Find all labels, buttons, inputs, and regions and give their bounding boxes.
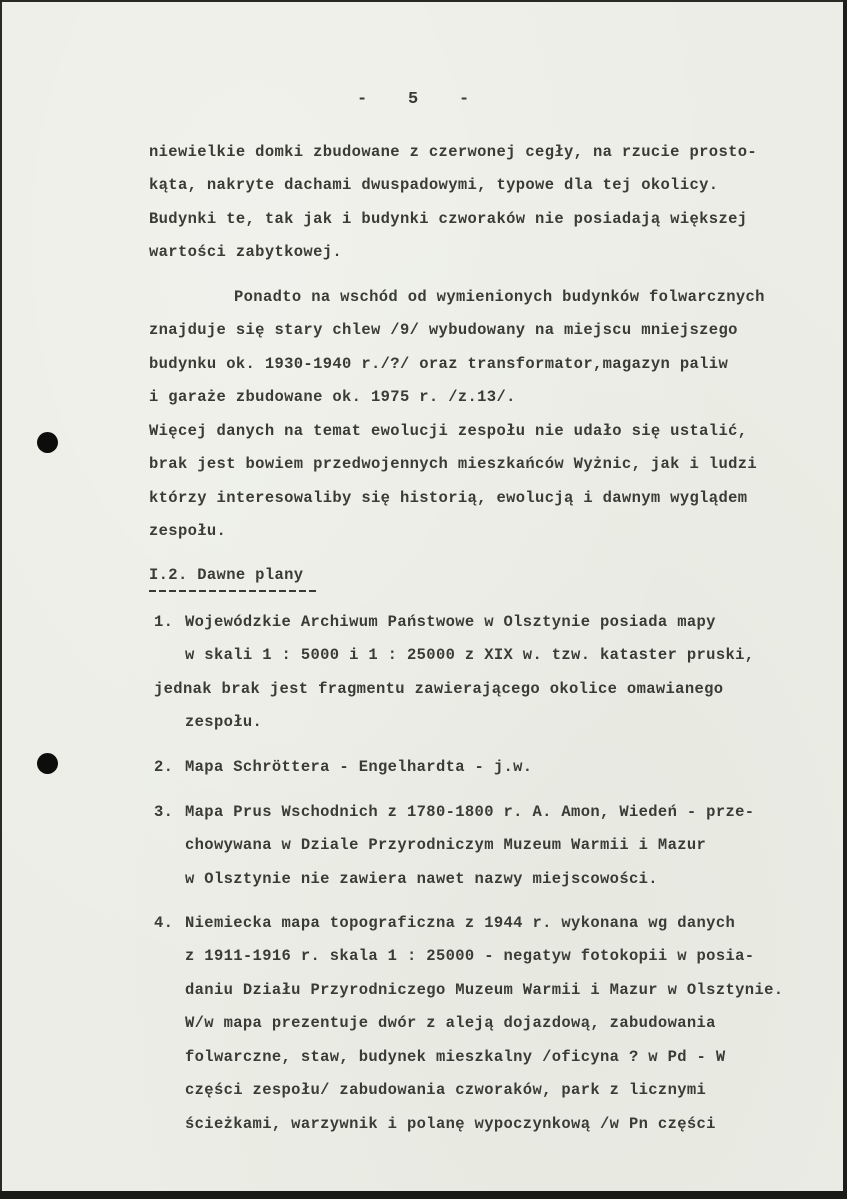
punch-hole-top: [37, 432, 58, 453]
list-number: 3.: [154, 803, 174, 821]
list-item-line: Mapa Prus Wschodnich z 1780-1800 r. A. Amon, Wiedeń - prze-: [185, 803, 755, 821]
list-item-line: zespołu.: [185, 713, 263, 731]
list-number: 2.: [154, 758, 174, 776]
list-item-line: w skali 1 : 5000 i 1 : 25000 z XIX w. tzw. kataster pruski,: [185, 646, 755, 664]
text-line: znajduje się stary chlew /9/ wybudowany na miejscu mniejszego: [149, 321, 738, 339]
list-item-line: Niemiecka mapa topograficzna z 1944 r. wykonana wg danych: [185, 914, 736, 932]
section-heading: I.2. Dawne plany: [149, 566, 304, 584]
text-line: brak jest bowiem przedwojennych mieszkańców Wyżnic, jak i ludzi: [149, 455, 758, 473]
text-line: Ponadto na wschód od wymienionych budynków folwarcznych: [234, 288, 765, 306]
list-item-line: Wojewódzkie Archiwum Państwowe w Olsztynie posiada mapy: [185, 613, 716, 631]
list-number: 1.: [154, 613, 174, 631]
scan-edge-left: [0, 0, 2, 1199]
document-page: [2, 2, 842, 1191]
text-line: Więcej danych na temat ewolucji zespołu nie udało się ustalić,: [149, 422, 748, 440]
page-number: - 5 -: [357, 90, 470, 109]
text-line: którzy interesowaliby się historią, ewolucją i dawnym wyglądem: [149, 489, 748, 507]
list-item-line: folwarczne, staw, budynek mieszkalny /oficyna ? w Pd - W: [185, 1048, 726, 1066]
list-item-line: ścieżkami, warzywnik i polanę wypoczynkową /w Pn części: [185, 1115, 716, 1133]
text-line: zespołu.: [149, 522, 227, 540]
heading-underline: [149, 590, 317, 592]
text-line: Budynki te, tak jak i budynki czworaków nie posiadają większej: [149, 210, 748, 228]
text-line: niewielkie domki zbudowane z czerwonej cegły, na rzucie prosto-: [149, 143, 758, 161]
scan-edge-bottom: [0, 1191, 847, 1199]
list-item-line: chowywana w Dziale Przyrodniczym Muzeum Warmii i Mazur: [185, 836, 707, 854]
scan-edge-right: [843, 0, 847, 1199]
list-number: 4.: [154, 914, 174, 932]
list-item-line: z 1911-1916 r. skala 1 : 25000 - negatyw fotokopii w posia-: [185, 947, 755, 965]
list-item-line: w Olsztynie nie zawiera nawet nazwy miejscowości.: [185, 870, 658, 888]
text-line: wartości zabytkowej.: [149, 243, 343, 261]
text-line: kąta, nakryte dachami dwuspadowymi, typowe dla tej okolicy.: [149, 176, 719, 194]
list-item-line: Mapa Schröttera - Engelhardta - j.w.: [185, 758, 533, 776]
text-line: budynku ok. 1930-1940 r./?/ oraz transformator,magazyn paliw: [149, 355, 729, 373]
list-item-line: części zespołu/ zabudowania czworaków, park z licznymi: [185, 1081, 707, 1099]
scan-edge-top: [0, 0, 847, 2]
list-item-line: W/w mapa prezentuje dwór z aleją dojazdową, zabudowania: [185, 1014, 716, 1032]
list-item-line: daniu Działu Przyrodniczego Muzeum Warmii i Mazur w Olsztynie.: [185, 981, 784, 999]
list-item-line: jednak brak jest fragmentu zawierającego okolice omawianego: [154, 680, 724, 698]
text-line: i garaże zbudowane ok. 1975 r. /z.13/.: [149, 388, 516, 406]
punch-hole-bottom: [37, 753, 58, 774]
